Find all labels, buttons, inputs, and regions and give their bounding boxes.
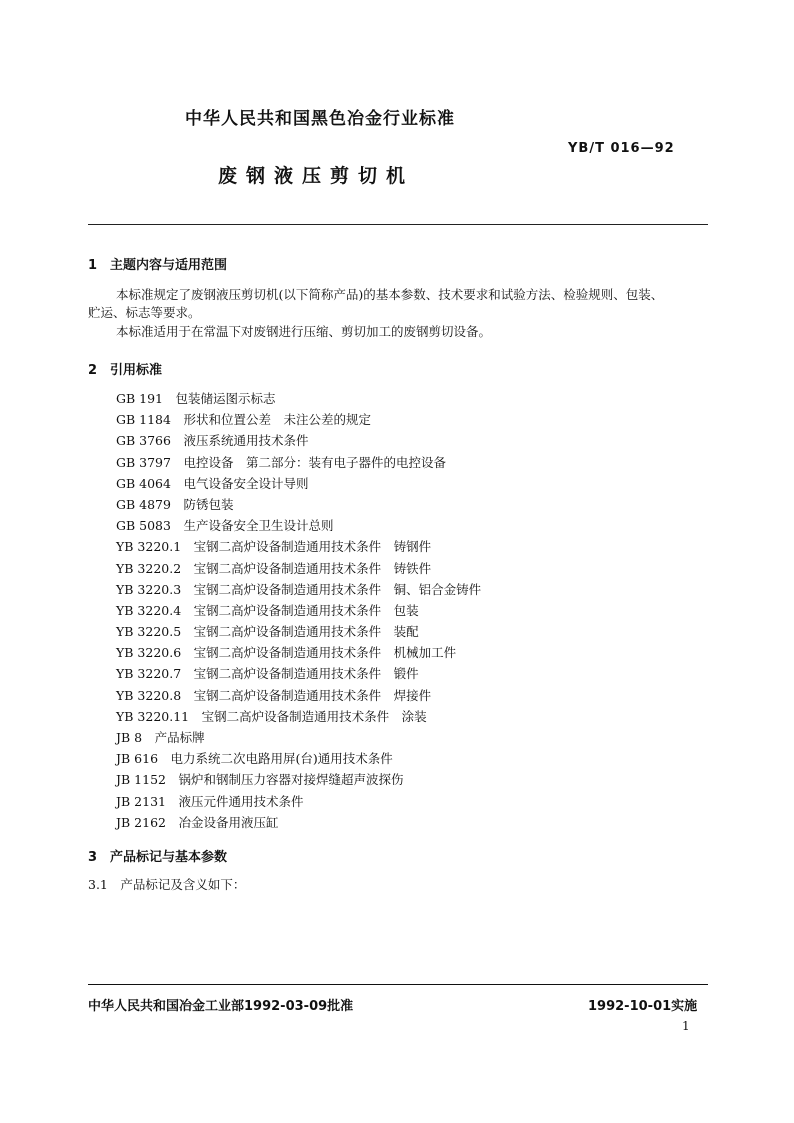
list-item: JB 2131 液压元件通用技术条件 bbox=[116, 793, 304, 809]
list-item: GB 4064 电气设备安全设计导则 bbox=[116, 475, 309, 491]
list-item: YB 3220.6 宝钢二高炉设备制造通用技术条件 机械加工件 bbox=[116, 645, 457, 661]
list-item: GB 1184 形状和位置公差 未注公差的规定 bbox=[116, 412, 371, 428]
standard-code: YB/T 016—92 bbox=[568, 141, 675, 156]
list-item: GB 4879 防锈包装 bbox=[116, 496, 234, 512]
section-3-heading: 3 产品标记与基本参数 bbox=[88, 850, 228, 865]
list-item: JB 8 产品标牌 bbox=[116, 730, 205, 745]
section-1-paragraph-1-line-1: 本标准规定了废钢液压剪切机(以下简称产品)的基本参数、技术要求和试验方法、检验规则、包装、 bbox=[116, 287, 664, 302]
list-item: GB 3797 电控设备 第二部分：装有电子器件的电控设备 bbox=[116, 454, 446, 470]
referenced-standards-list bbox=[116, 388, 481, 833]
section-1-heading: 1 主题内容与适用范围 bbox=[88, 258, 228, 273]
list-item: YB 3220.3 宝钢二高炉设备制造通用技术条件 铜、铝合金铸件 bbox=[116, 581, 482, 597]
implementation-date: 1992-10-01实施 bbox=[588, 999, 698, 1014]
list-item: YB 3220.8 宝钢二高炉设备制造通用技术条件 焊接件 bbox=[116, 687, 432, 703]
page-number: 1 bbox=[682, 1019, 690, 1033]
list-item: YB 3220.5 宝钢二高炉设备制造通用技术条件 装配 bbox=[116, 624, 419, 640]
list-item: JB 1152 锅炉和钢制压力容器对接焊缝超声波探伤 bbox=[116, 772, 404, 788]
header-divider bbox=[88, 224, 708, 225]
footer-divider bbox=[88, 984, 708, 985]
section-1-paragraph-1-line-2: 贮运、标志等要求。 bbox=[88, 305, 201, 320]
list-item: YB 3220.7 宝钢二高炉设备制造通用技术条件 锻件 bbox=[116, 666, 419, 682]
section-1-paragraph-2: 本标准适用于在常温下对废钢进行压缩、剪切加工的废钢剪切设备。 bbox=[116, 324, 492, 339]
list-item: YB 3220.1 宝钢二高炉设备制造通用技术条件 铸钢件 bbox=[116, 539, 432, 555]
list-item: YB 3220.2 宝钢二高炉设备制造通用技术条件 铸铁件 bbox=[116, 560, 432, 576]
list-item: YB 3220.4 宝钢二高炉设备制造通用技术条件 包装 bbox=[116, 602, 419, 618]
list-item: GB 3766 液压系统通用技术条件 bbox=[116, 433, 309, 449]
section-3-1-subheading: 3.1 产品标记及含义如下： bbox=[88, 877, 246, 892]
list-item: JB 2162 冶金设备用液压缸 bbox=[116, 814, 279, 830]
list-item: JB 616 电力系统二次电路用屏(台)通用技术条件 bbox=[116, 751, 393, 767]
list-item: YB 3220.11 宝钢二高炉设备制造通用技术条件 涂装 bbox=[116, 708, 427, 724]
approval-line: 中华人民共和国冶金工业部1992-03-09批准 bbox=[88, 999, 354, 1014]
standard-category-title: 中华人民共和国黑色冶金行业标准 bbox=[185, 109, 455, 129]
list-item: GB 5083 生产设备安全卫生设计总则 bbox=[116, 518, 334, 534]
section-2-heading: 2 引用标准 bbox=[88, 363, 163, 378]
document-title: 废钢液压剪切机 bbox=[218, 165, 415, 187]
list-item: GB 191 包装储运图示标志 bbox=[116, 391, 276, 406]
